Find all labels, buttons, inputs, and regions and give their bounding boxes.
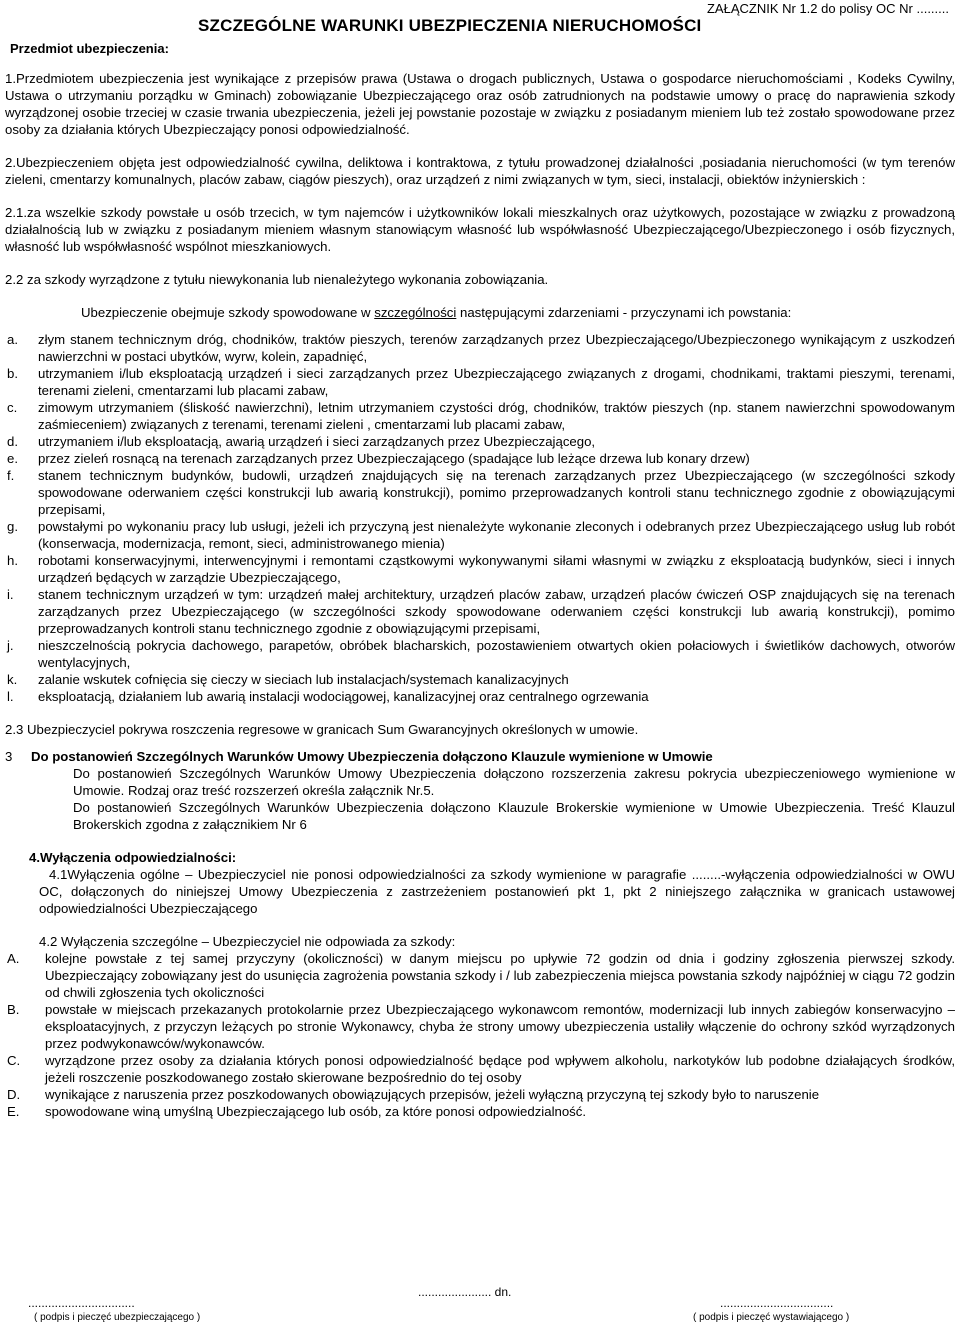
list-item-text: złym stanem technicznym dróg, chodników, traktów pieszych, terenów zarządzanych przez Ubezpieczającego/Ubezpieczonego wynikającym z uszkodzeń nawierzchni w postaci ubytków, wyrw, kolein, zapadnięć,	[38, 332, 955, 364]
coverage-intro-underlined: szczególności	[374, 305, 457, 320]
section-4-1: 4.1Wyłączenia ogólne – Ubezpieczyciel nie ponosi odpowiedzialności za szkody wymienione w paragrafie ........-wyłączenia odpowiedzialności w OWU OC, dołączonych do niniejszej Umowy Ubezpieczenia z zastrzeżeniem postanowień pkt 1, pkt 2 niniejszego załącznika w granicach ustawowej odpowiedzialności Ubezpieczającego	[39, 867, 955, 916]
list-item-marker: E.	[7, 1104, 20, 1119]
list-item-text: przez zieleń rosnącą na terenach zarządzanych przez Ubezpieczającego (spadające lub leżące drzewa lub konary drzew)	[38, 451, 750, 466]
list-item-marker: B.	[7, 1002, 20, 1017]
section-3-paragraph-2: Do postanowień Szczególnych Warunków Ubezpieczenia dołączono Klauzule Brokerskie wymienione w Umowie Ubezpieczenia. Treść Klauzul Brokerskich zgodna z załącznikiem Nr 6	[73, 800, 955, 832]
coverage-intro-text: Ubezpieczenie obejmuje szkody spowodowane w	[81, 305, 375, 320]
list-item-marker: d.	[7, 434, 18, 449]
exclusion-list	[5, 950, 955, 1120]
list-item-text: zalanie wskutek cofnięcia się cieczy w sieciach lub instalacjach/systemach kanalizacyjnych	[38, 672, 569, 687]
signature-line-right: ..................................	[720, 1296, 834, 1310]
list-item-marker: l.	[7, 689, 14, 704]
coverage-list	[5, 331, 955, 705]
signature-line-left: ................................	[28, 1296, 135, 1310]
list-item-text: nieszczelnością pokrycia dachowego, parapetów, obróbek blacharskich, pozostawieniem otwartych okien połaciowych i świetlików dachowych, otworów wentylacyjnych,	[38, 638, 955, 670]
list-item	[5, 433, 955, 450]
subject-label: Przedmiot ubezpieczenia:	[10, 41, 169, 56]
paragraph-2-3: 2.3 Ubezpieczyciel pokrywa roszczenia regresowe w granicach Sum Gwarancyjnych określonych w umowie.	[5, 722, 639, 737]
list-item	[5, 688, 955, 705]
signature-caption-left: ( podpis i pieczęć ubezpieczającego )	[34, 1312, 201, 1323]
list-item	[5, 1103, 955, 1120]
list-item-text: stanem technicznym budynków, budowli, urządzeń znajdujących się na terenach zarządzanych przez Ubezpieczającego (w szczególności szkody spowodowane oderwaniem części konstrukcji lub awarią konstrukcji), pomimo przeprowadzanych kontroli stanu technicznego zgodnie z obowiązującymi przepisami,	[38, 468, 955, 517]
list-item-text: zimowym utrzymaniem (śliskość nawierzchni), letnim utrzymaniem czystości dróg, chodników, traktów pieszych (np. stanem nawierzchni spowodowanym zaśmieceniem) związanych z terenami, terenami zieleni , cmentarzami lub placami zabaw,	[38, 400, 955, 432]
list-item-marker: b.	[7, 366, 18, 381]
list-item-text: wynikające z naruszenia przez poszkodowanych obowiązujących przepisów, jeżeli wyłączną przyczyną tej szkody było to naruszenie	[45, 1087, 820, 1102]
list-item	[5, 1086, 955, 1103]
list-item-text: utrzymaniem i/lub eksploatacją, awarią urządzeń i sieci zarządzanych przez Ubezpieczającego,	[38, 434, 596, 449]
list-item-marker: a.	[7, 332, 18, 347]
section-4	[29, 849, 955, 950]
list-item-marker: h.	[7, 553, 18, 568]
list-item	[5, 467, 955, 518]
coverage-intro	[5, 304, 955, 321]
list-item-marker: i.	[7, 587, 14, 602]
section-4-title: 4.Wyłączenia odpowiedzialności:	[29, 850, 237, 865]
list-item	[5, 399, 955, 433]
section-3	[5, 748, 955, 833]
list-item-text: wyrządzone przez osoby za działania których ponosi odpowiedzialność będące pod wpływem alkoholu, narkotyków lub podobne działających środków, jeżeli roszczenie poszkodowanego zostało skierowane bezpośrednio do tej osoby	[45, 1053, 955, 1085]
page-title: SZCZEGÓLNE WARUNKI UBEZPIECZENIA NIERUCHOMOŚCI	[198, 16, 702, 35]
list-item	[5, 331, 955, 365]
coverage-intro-text-end: następującymi zdarzeniami - przyczynami ich powstania:	[456, 305, 792, 320]
list-item-marker: A.	[7, 951, 20, 966]
list-item	[5, 552, 955, 586]
signature-area	[0, 1284, 960, 1324]
list-item-marker: C.	[7, 1053, 21, 1068]
list-item-text: spowodowane winą umyślną Ubezpieczającego lub osób, za które ponosi odpowiedzialność.	[45, 1104, 587, 1119]
list-item-text: powstałe w miejscach przekazanych protokolarnie przez Ubezpieczającego wykonawcom remontów, modernizacji lub innych zabiegów konserwacyjno – eksploatacyjnych, z przyczyn leżących po stronie Wykonawcy, chyba że strony umowy ubezpieczenia ustaliły włączenie do ochrony szkód wyrządzonych przez podwykonawców/wykonawców.	[45, 1002, 955, 1051]
list-item-marker: e.	[7, 451, 18, 466]
list-item-marker: c.	[7, 400, 18, 415]
list-item-text: eksploatacją, działaniem lub awarią instalacji wodociągowej, kanalizacyjnej oraz centralnego ogrzewania	[38, 689, 649, 704]
paragraph-2-1: 2.1.za wszelkie szkody powstałe u osób trzecich, w tym najemców i użytkowników lokali mieszkalnych oraz użytkowych, pozostające w związku z prowadzoną działalnością lub w związku z posiadanym mieniem własnym stanowiącym własność lub współwłasność Ubezpieczającego/Ubezpieczonego i osób fizycznych, własność lub współwłasność wspólnot mieszkaniowych.	[5, 205, 955, 254]
list-item-text: robotami konserwacyjnymi, interwencyjnymi i remontami cząstkowymi wykonywanymi siłami własnymi w związku z eksploatacją budynków, sieci i innych urządzeń będących w zarządzie Ubezpieczającego,	[38, 553, 955, 585]
list-item	[5, 1001, 955, 1052]
attachment-label: ZAŁĄCZNIK Nr 1.2 do polisy OC Nr .........	[706, 1, 949, 16]
paragraph-2-2: 2.2 za szkody wyrządzone z tytułu niewykonania lub nienależytego wykonania zobowiązania.	[5, 272, 549, 287]
list-item	[5, 637, 955, 671]
date-field: ...................... dn.	[418, 1285, 512, 1299]
list-item-marker: D.	[7, 1087, 21, 1102]
list-item	[5, 586, 955, 637]
list-item-text: powstałymi po wykonaniu pracy lub usługi, jeżeli ich przyczyną jest nienależyte wykonanie zleconych i odebranych przez Ubezpieczającego usług lub robót (konserwacja, modernizacja, remont, sieci, administrowanego mienia)	[38, 519, 955, 551]
list-item-text: utrzymaniem i/lub eksploatacją urządzeń i sieci zarządzanych przez Ubezpieczającego związanych z drogami, chodnikami, traktami pieszymi, terenami, terenami zieleni, cmentarzami lub placami zabaw,	[38, 366, 955, 398]
section-3-paragraph-1: Do postanowień Szczególnych Warunków Umowy Ubezpieczenia dołączono rozszerzenia zakresu pokrycia ubezpieczeniowego wymienione w Umowie. Rodzaj oraz treść rozszerzeń określa załącznik Nr.5.	[73, 766, 955, 798]
list-item-text: stanem technicznym urządzeń w tym: urządzeń małej architektury, urządzeń placów zabaw, urządzeń placów ćwiczeń OSP znajdujących się na terenach zarządzanych przez Ubezpieczającego (w szczególności szkody spowodowane oderwaniem części konstrukcji lub awarią konstrukcji), pomimo przeprowadzanych kontroli stanu technicznego zgodnie z obowiązującymi przepisami,	[38, 587, 955, 636]
document-header	[5, 0, 955, 56]
list-item-marker: k.	[7, 672, 18, 687]
paragraph-2: 2.Ubezpieczeniem objęta jest odpowiedzialność cywilna, deliktowa i kontraktowa, z tytułu prowadzonej działalności ,posiadania nieruchomości (w tym terenów zieleni, cmentarzy komunalnych, placów zabaw, ciągów pieszych), oraz urządzeń z nimi związanych w tym, sieci, instalacji, obiektów inżynierskich :	[5, 155, 955, 187]
list-item-marker: j.	[7, 638, 14, 653]
list-item	[5, 518, 955, 552]
list-item	[5, 950, 955, 1001]
section-3-title: Do postanowień Szczególnych Warunków Umowy Ubezpieczenia dołączono Klauzule wymienione w Umowie	[31, 749, 713, 764]
list-item-marker: f.	[7, 468, 15, 483]
paragraph-1: 1.Przedmiotem ubezpieczenia jest wynikające z przepisów prawa (Ustawa o drogach publicznych, Ustawa o gospodarce nieruchomościami , Kodeks Cywilny, Ustawa o utrzymaniu porządku w Gminach) zobowiązanie Ubezpieczającego oraz osób zatrudnionych na podstawie umowy o pracę do naprawienia szkody wyrządzonej osobie trzeciej w czasie trwania ubezpieczenia, jeżeli jej powstanie pozostaje w związku z posiadanym mieniem lub też zostało spowodowane przez osoby za działania których Ubezpieczający ponosi odpowiedzialność.	[5, 71, 955, 137]
section-4-2: 4.2 Wyłączenia szczególne – Ubezpieczyciel nie odpowiada za szkody:	[39, 934, 456, 949]
list-item	[5, 671, 955, 688]
list-item	[5, 450, 955, 467]
list-item-text: kolejne powstałe z tej samej przyczyny (okoliczności) w danym miejscu po upływie 72 godzin od dnia i godziny zgłoszenia pierwszej szkody. Ubezpieczający zobowiązany jest do usunięcia zagrożenia powstania szkody i / lub zabezpieczenia miejsca powstania szkody najpóźniej w ciągu 72 godzin od chwili zgłoszenia tych okoliczności	[45, 951, 955, 1000]
list-item-marker: g.	[7, 519, 18, 534]
signature-caption-right: ( podpis i pieczęć wystawiającego )	[693, 1312, 850, 1323]
list-item	[5, 365, 955, 399]
list-item	[5, 1052, 955, 1086]
section-3-number: 3	[5, 749, 13, 764]
